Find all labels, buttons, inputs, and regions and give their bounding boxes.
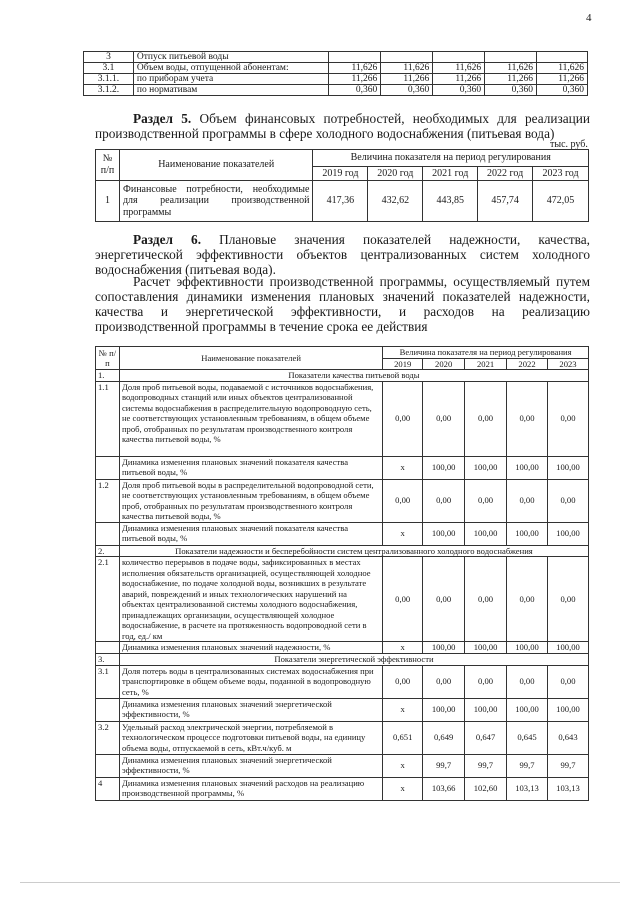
row-value: 103,13 bbox=[547, 777, 588, 800]
row-value: 100,00 bbox=[507, 522, 548, 545]
section-row bbox=[96, 545, 589, 557]
financial-needs-table bbox=[95, 149, 589, 222]
row-value: 11,626 bbox=[433, 63, 485, 74]
row-value: х bbox=[383, 642, 423, 654]
row-value: 99,7 bbox=[423, 754, 465, 777]
row-value: 0,645 bbox=[507, 721, 548, 754]
year-header: 2019 год bbox=[313, 167, 368, 181]
year-header: 2021 bbox=[465, 358, 507, 370]
row-value: 0,00 bbox=[507, 665, 548, 698]
table-row bbox=[96, 642, 589, 654]
row-value: 0,00 bbox=[547, 479, 588, 522]
row-value bbox=[329, 52, 381, 63]
table-row bbox=[84, 74, 588, 85]
row-value: 100,00 bbox=[423, 456, 465, 479]
year-header: 2019 bbox=[383, 358, 423, 370]
row-name: количество перерывов в подаче воды, зафиксированных в местах исполнения обязательств организацией, осуществляющей холодное водоснабжение, по подаче холодной воды, возникших в результате аварий, повреждений и иных технологических нарушений на объектах централизованной системы холодного водоснабжения, принадлежащих организации, осуществляющей холодное водоснабжение, в расчете на протяженность водопроводной сети в год, ед./ км bbox=[119, 557, 382, 642]
table-row bbox=[84, 63, 588, 74]
row-index: 1.1 bbox=[96, 381, 120, 456]
row-value: 11,626 bbox=[485, 63, 537, 74]
row-value: 11,266 bbox=[485, 74, 537, 85]
table-row bbox=[96, 754, 589, 777]
row-value: 0,00 bbox=[547, 381, 588, 456]
row-name: Доля проб питьевой воды, подаваемой с источников водоснабжения, водопроводных станций или иных объектов централизованной системы водоснабжения в распределительную водопроводную сеть, не соответствующих установленным требованиям, в общем объеме проб, отобранных по результатам производственного контроля качества питьевой воды, % bbox=[119, 381, 382, 456]
section-title: Показатели надежности и бесперебойности систем централизованного холодного водоснабжения bbox=[119, 545, 588, 557]
row-name: Динамика изменения плановых значений энергетической эффективности, % bbox=[119, 754, 382, 777]
section6-paragraph: Расчет эффективности производственной программы, осуществляемый путем сопоставления динамики изменения плановых значений показателей надежности, качества и энергетической эффективности, и расходов на реализацию производственной программы в течение срока ее действия bbox=[95, 274, 590, 334]
row-value: 0,00 bbox=[423, 479, 465, 522]
table-row bbox=[96, 479, 589, 522]
t2-value: 457,74 bbox=[478, 181, 533, 222]
row-index bbox=[96, 754, 120, 777]
row-value: 11,626 bbox=[329, 63, 381, 74]
row-name: Отпуск питьевой воды bbox=[133, 52, 328, 63]
row-value: 11,266 bbox=[537, 74, 588, 85]
row-index: 4 bbox=[96, 777, 120, 800]
table-row bbox=[84, 85, 588, 96]
row-value: 0,00 bbox=[465, 557, 507, 642]
section6-label: Раздел 6. bbox=[133, 232, 202, 247]
row-value: 100,00 bbox=[465, 522, 507, 545]
row-value: 0,00 bbox=[383, 665, 423, 698]
row-value: х bbox=[383, 754, 423, 777]
row-value: 100,00 bbox=[423, 698, 465, 721]
indicators-table bbox=[95, 346, 589, 801]
row-index: 3.1.2. bbox=[84, 85, 134, 96]
row-value: 0,00 bbox=[507, 479, 548, 522]
t3-head-period: Величина показателя на период регулирования bbox=[383, 347, 589, 359]
table-row bbox=[96, 381, 589, 456]
row-value: 100,00 bbox=[547, 642, 588, 654]
row-index: 1.2 bbox=[96, 479, 120, 522]
row-value: 0,00 bbox=[507, 557, 548, 642]
row-value: 0,00 bbox=[383, 479, 423, 522]
table-row bbox=[96, 698, 589, 721]
row-value: х bbox=[383, 456, 423, 479]
row-value: х bbox=[383, 777, 423, 800]
row-index bbox=[96, 642, 120, 654]
row-value: 0,00 bbox=[547, 557, 588, 642]
row-name: Удельный расход электрической энергии, потребляемой в технологическом процессе подготовки питьевой воды, на единицу объема воды, отпускаемой в сеть, кВт.ч/куб. м bbox=[119, 721, 382, 754]
table-row bbox=[96, 665, 589, 698]
t2-head-name: Наименование показателей bbox=[119, 150, 313, 181]
row-value: 11,266 bbox=[433, 74, 485, 85]
row-value: 0,00 bbox=[547, 665, 588, 698]
row-value: 0,00 bbox=[423, 381, 465, 456]
units-label: тыс. руб. bbox=[550, 139, 588, 150]
row-value: 100,00 bbox=[507, 698, 548, 721]
row-value: 103,13 bbox=[507, 777, 548, 800]
row-value bbox=[537, 52, 588, 63]
row-value: 100,00 bbox=[507, 456, 548, 479]
row-value: 0,649 bbox=[423, 721, 465, 754]
section-title: Показатели качества питьевой воды bbox=[119, 370, 588, 382]
year-header: 2023 bbox=[547, 358, 588, 370]
row-index: 2.1 bbox=[96, 557, 120, 642]
row-value: х bbox=[383, 522, 423, 545]
row-value: 103,66 bbox=[423, 777, 465, 800]
row-value: 0,00 bbox=[423, 557, 465, 642]
row-value: 11,266 bbox=[381, 74, 433, 85]
row-index bbox=[96, 698, 120, 721]
row-value: 0,360 bbox=[433, 85, 485, 96]
row-value: 100,00 bbox=[507, 642, 548, 654]
row-value: 0,00 bbox=[465, 479, 507, 522]
row-value: 0,00 bbox=[423, 665, 465, 698]
t3-head-num: № п/п bbox=[96, 347, 120, 370]
row-value: 100,00 bbox=[465, 642, 507, 654]
section-title: Показатели энергетической эффективности bbox=[119, 654, 588, 666]
row-value: 100,00 bbox=[423, 522, 465, 545]
row-value: 99,7 bbox=[507, 754, 548, 777]
row-value: 99,7 bbox=[547, 754, 588, 777]
section-row bbox=[96, 654, 589, 666]
t2-head-period: Величина показателя на период регулирования bbox=[313, 150, 589, 167]
row-name: Динамика изменения плановых значений энергетической эффективности, % bbox=[119, 698, 382, 721]
row-name: Доля проб питьевой воды в распределительной водопроводной сети, не соответствующих установленным требованиям, в общем объеме проб, отобранных по результатам производственного контроля качества питьевой воды, % bbox=[119, 479, 382, 522]
row-value: 11,266 bbox=[329, 74, 381, 85]
row-value: 0,00 bbox=[383, 381, 423, 456]
row-index: 3.1 bbox=[96, 665, 120, 698]
section5-label: Раздел 5. bbox=[133, 111, 192, 126]
row-value: 0,360 bbox=[485, 85, 537, 96]
row-value: 0,360 bbox=[537, 85, 588, 96]
table-row bbox=[96, 522, 589, 545]
year-header: 2020 bbox=[423, 358, 465, 370]
section-index: 1. bbox=[96, 370, 120, 382]
row-value: 100,00 bbox=[547, 522, 588, 545]
page-number: 4 bbox=[586, 12, 592, 24]
t2-value: 417,36 bbox=[313, 181, 368, 222]
t2-row-name: Финансовые потребности, необходимые для реализации производственной программы bbox=[119, 181, 313, 222]
section-index: 3. bbox=[96, 654, 120, 666]
row-name: Динамика изменения плановых значений показателя качества питьевой воды, % bbox=[119, 456, 382, 479]
row-value: 100,00 bbox=[547, 456, 588, 479]
t2-value: 472,05 bbox=[533, 181, 589, 222]
row-value: 99,7 bbox=[465, 754, 507, 777]
row-value: 0,643 bbox=[547, 721, 588, 754]
row-index bbox=[96, 456, 120, 479]
t3-head-name: Наименование показателей bbox=[119, 347, 382, 370]
section5-text: Объем финансовых потребностей, необходимых для реализации производственной программы в сфере холодного водоснабжения (питьевая вода) bbox=[95, 111, 590, 141]
table-row bbox=[96, 777, 589, 800]
section5-heading bbox=[95, 111, 590, 141]
row-value: 100,00 bbox=[465, 456, 507, 479]
year-header: 2021 год bbox=[423, 167, 478, 181]
row-index: 3.1.1. bbox=[84, 74, 134, 85]
year-header: 2022 год bbox=[478, 167, 533, 181]
row-index: 3.2 bbox=[96, 721, 120, 754]
row-value: 100,00 bbox=[423, 642, 465, 654]
row-value: 0,00 bbox=[465, 381, 507, 456]
t2-head-num: № п/п bbox=[96, 150, 120, 181]
row-value: 0,647 bbox=[465, 721, 507, 754]
row-value: 102,60 bbox=[465, 777, 507, 800]
row-value: 0,360 bbox=[381, 85, 433, 96]
row-name: Динамика изменения плановых значений надежности, % bbox=[119, 642, 382, 654]
row-value: 0,360 bbox=[329, 85, 381, 96]
section-index: 2. bbox=[96, 545, 120, 557]
section6-heading bbox=[95, 232, 590, 277]
t2-value: 432,62 bbox=[368, 181, 423, 222]
row-name: Объем воды, отпущенной абонентам: bbox=[133, 63, 328, 74]
row-index: 3 bbox=[84, 52, 134, 63]
year-header: 2023 год bbox=[533, 167, 589, 181]
row-name: Динамика изменения плановых значений расходов на реализацию производственной программы, % bbox=[119, 777, 382, 800]
water-supply-table bbox=[83, 51, 588, 96]
row-value: 0,00 bbox=[507, 381, 548, 456]
section-row bbox=[96, 370, 589, 382]
row-value: 0,00 bbox=[465, 665, 507, 698]
table-row bbox=[96, 557, 589, 642]
row-name: по нормативам bbox=[133, 85, 328, 96]
row-value bbox=[381, 52, 433, 63]
row-value: 0,00 bbox=[383, 557, 423, 642]
t2-value: 443,85 bbox=[423, 181, 478, 222]
row-value: 11,626 bbox=[381, 63, 433, 74]
section6-text: Плановые значения показателей надежности, качества, энергетической эффективности объектов централизованных систем холодного водоснабжения (питьевая вода). bbox=[95, 232, 590, 277]
row-value: 100,00 bbox=[547, 698, 588, 721]
row-name: по приборам учета bbox=[133, 74, 328, 85]
row-name: Доля потерь воды в централизованных системах водоснабжения при транспортировке в общем объеме воды, поданной в водопроводную сеть, % bbox=[119, 665, 382, 698]
row-value bbox=[433, 52, 485, 63]
row-value: 0,651 bbox=[383, 721, 423, 754]
row-index bbox=[96, 522, 120, 545]
t2-row-idx: 1 bbox=[96, 181, 120, 222]
row-value: 11,626 bbox=[537, 63, 588, 74]
row-value: х bbox=[383, 698, 423, 721]
table-row bbox=[96, 456, 589, 479]
table-row bbox=[96, 721, 589, 754]
year-header: 2022 bbox=[507, 358, 548, 370]
year-header: 2020 год bbox=[368, 167, 423, 181]
row-index: 3.1 bbox=[84, 63, 134, 74]
table-row bbox=[84, 52, 588, 63]
row-value bbox=[485, 52, 537, 63]
scan-edge-line bbox=[20, 882, 620, 883]
row-name: Динамика изменения плановых значений показателя качества питьевой воды, % bbox=[119, 522, 382, 545]
row-value: 100,00 bbox=[465, 698, 507, 721]
